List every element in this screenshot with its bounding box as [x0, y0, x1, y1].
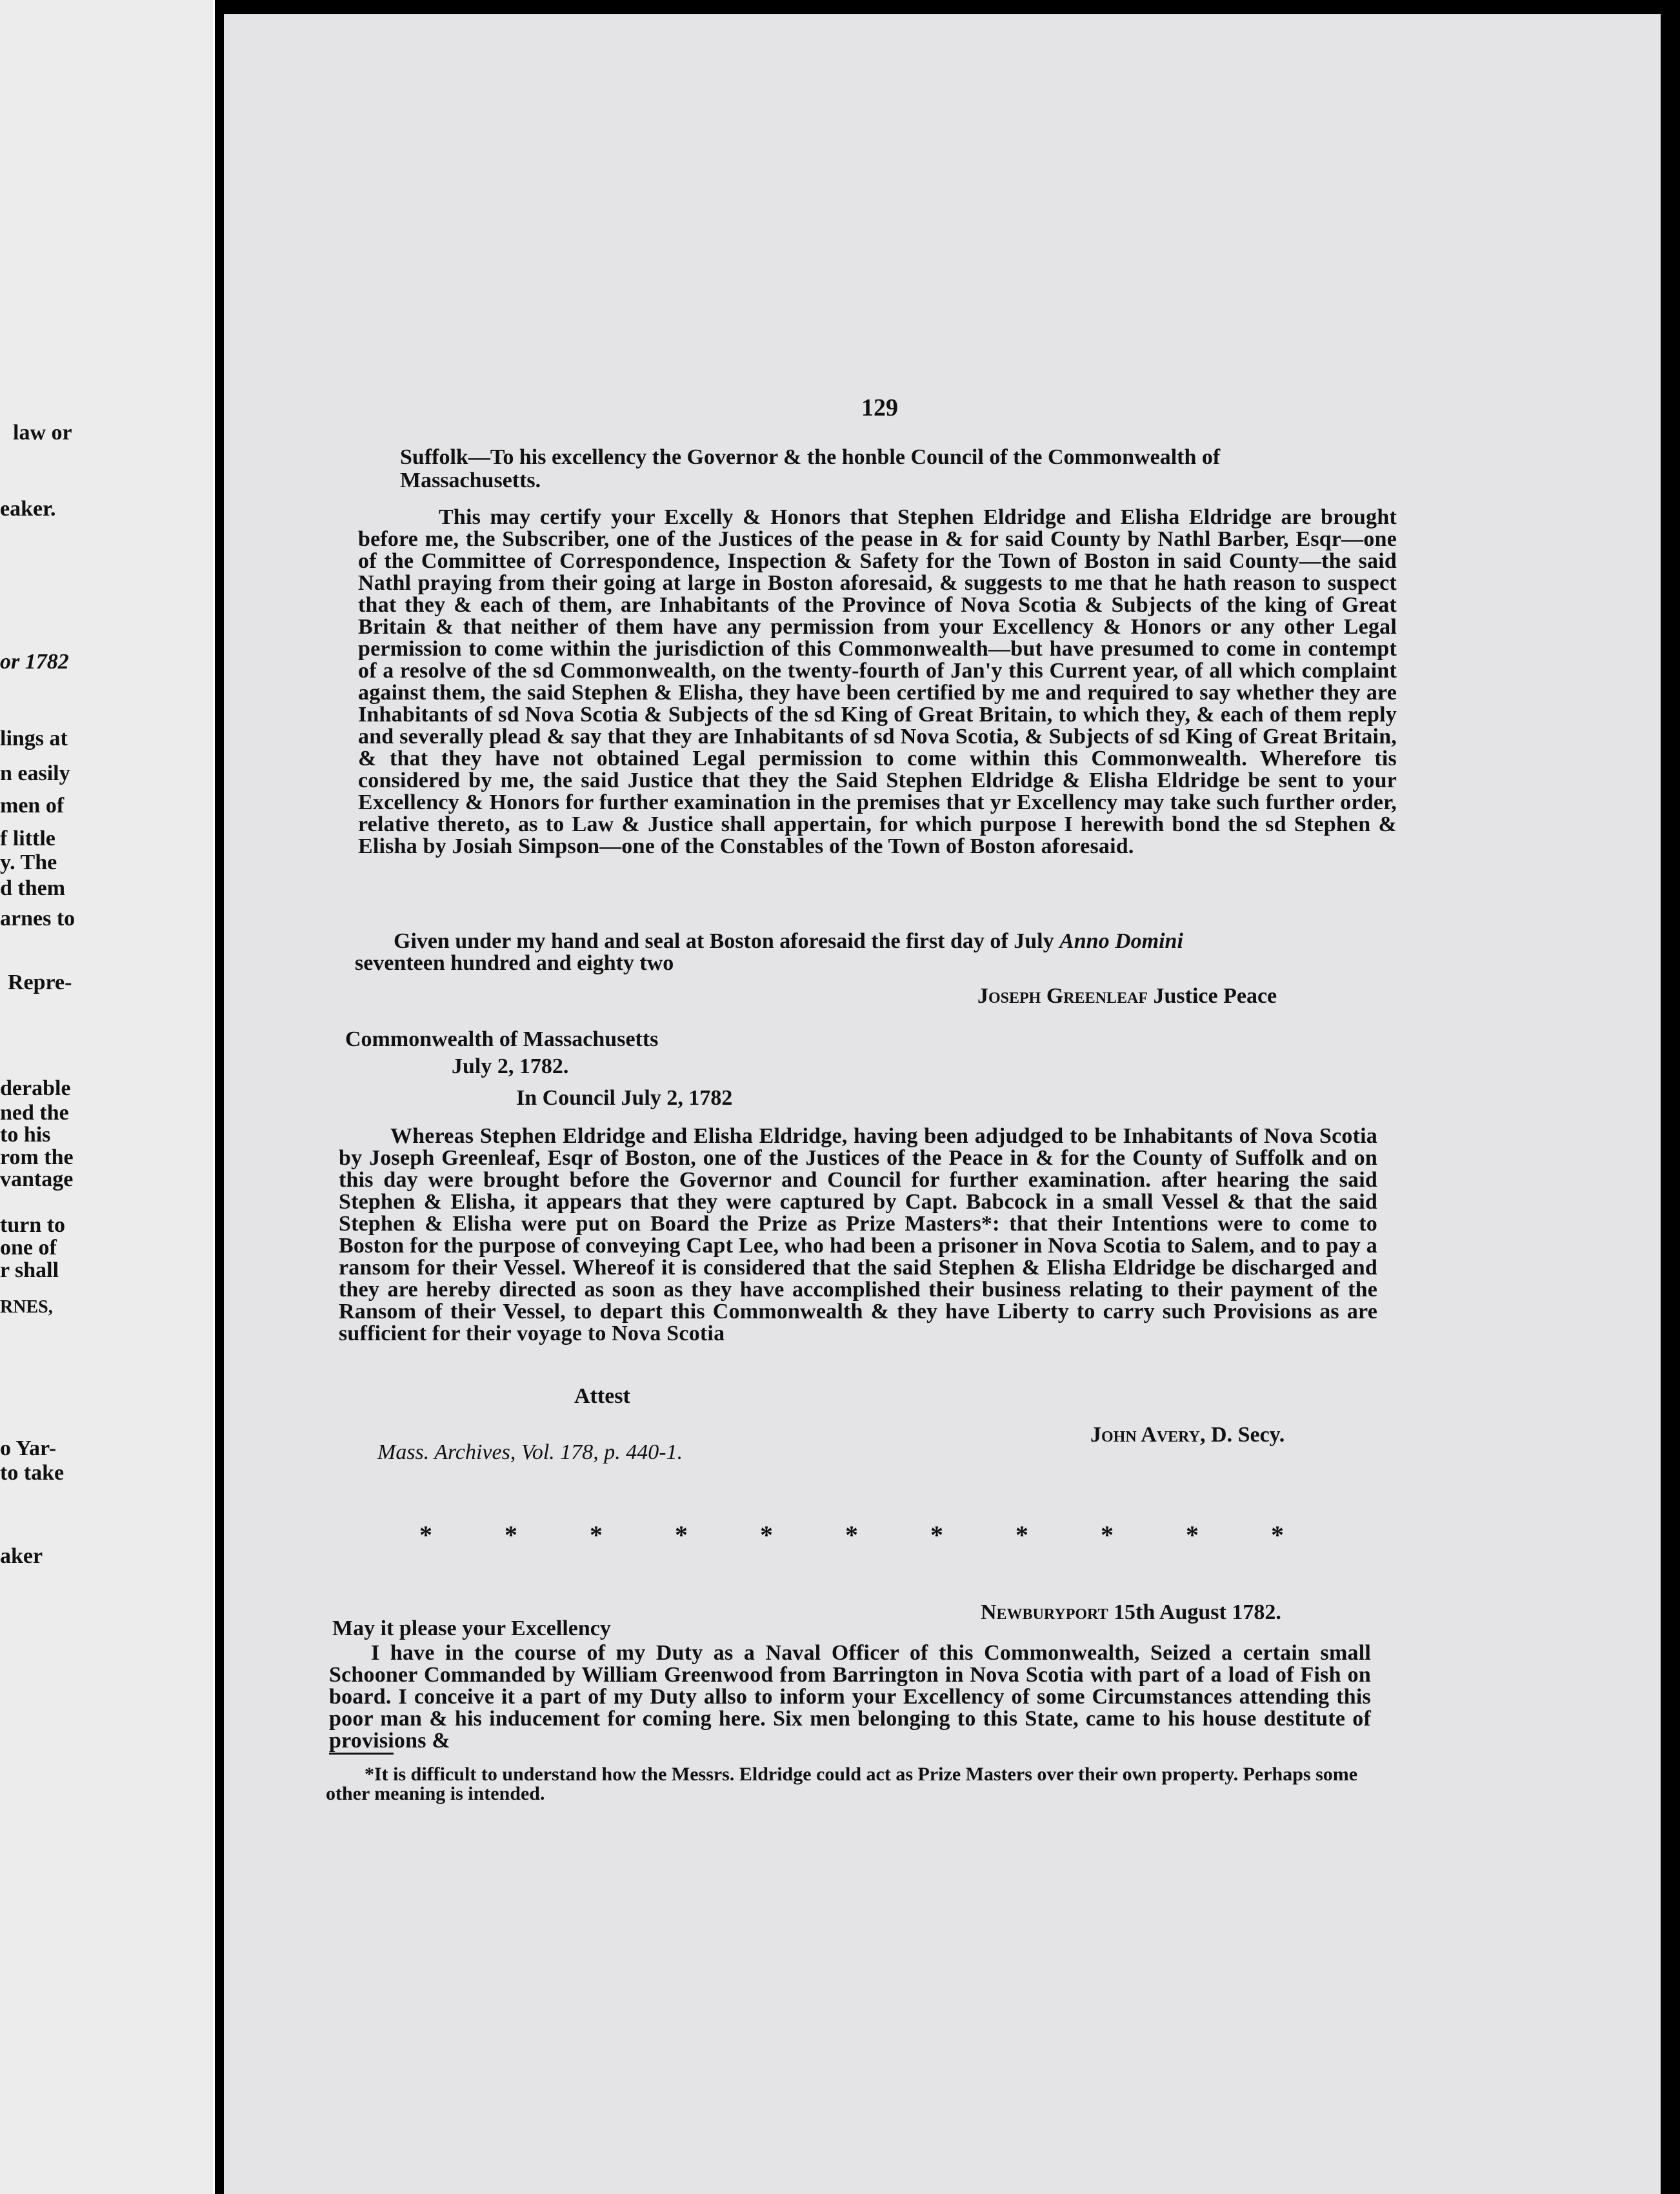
separator-asterisk: * [419, 1520, 432, 1549]
anno-domini: Anno Domini [1059, 929, 1183, 953]
facing-page-line: n easily [0, 761, 70, 785]
facing-page-line: eaker. [0, 497, 56, 521]
signer-title: D. Secy. [1211, 1423, 1285, 1447]
doc3-dateline [981, 1600, 1281, 1625]
facing-page-line: y. The [0, 850, 57, 874]
doc1-given-line [394, 929, 1183, 954]
scan-edge-right [1661, 0, 1680, 2194]
facing-page-line: men of [0, 794, 65, 818]
page-number: 129 [861, 394, 898, 421]
signer-name: John Avery [1090, 1423, 1201, 1447]
doc1-heading-line-2: Massachusetts. [400, 468, 541, 492]
signer-title: Justice Peace [1153, 984, 1277, 1008]
facing-page-line: arnes to [0, 907, 75, 931]
facing-page-line: r shall [0, 1258, 59, 1282]
date: 15th August 1782. [1114, 1600, 1281, 1624]
facing-page-line: law or [13, 421, 72, 445]
doc2-signature: John Avery, D. Secy. [1090, 1423, 1285, 1447]
doc2-source-citation: Mass. Archives, Vol. 178, p. 440-1. [377, 1440, 683, 1464]
separator-asterisk: * [590, 1520, 603, 1549]
doc2-body: Whereas Stephen Eldridge and Elisha Eldridge, having been adjudged to be Inhabitants of Nova Scotia by Joseph Greenleaf, Esqr of Boston, one of the Justices of the Peace in & for the County of Suffolk and on this day were brought before the Governor and Council for further examination. after hearing the said Stephen & Elisha, it appears that they were captured by Capt. Babcock in a small Vessel & that the said Stephen & Elisha were put on Board the Prize as Prize Masters*: that their Intentions were to come to Boston for the purpose of conveying Capt Lee, who had been a prisoner in Nova Scotia to Salem, and to pay a ransom for their Vessel. Whereof it is considered that the said Stephen & Elisha Eldridge be discharged and they are hereby directed as soon as they have accomplished their business relating to their payment of the Ransom of their Vessel, to depart this Commonwealth & they have Liberty to carry such Provisions as are sufficient for their voyage to Nova Scotia [339, 1124, 1377, 1345]
separator-asterisk: * [675, 1520, 688, 1549]
separator-asterisk: * [845, 1520, 858, 1549]
doc3-salutation: May it please your Excellency [332, 1616, 611, 1640]
doc1-signature [977, 984, 1277, 1009]
facing-page-line: Repre- [8, 971, 72, 994]
place: Newburyport [981, 1600, 1108, 1624]
facing-page-line: rom the [0, 1145, 74, 1169]
separator-asterisk: * [1186, 1520, 1199, 1549]
doc1-heading-line-1: Suffolk—To his excellency the Governor & the honble Council of the Commonwealth of [400, 445, 1221, 469]
facing-page-line: turn to [0, 1213, 66, 1237]
facing-page-line: ned the [0, 1101, 69, 1125]
facing-page-line: or 1782 [0, 650, 69, 674]
facing-page-line: RNES, [0, 1297, 53, 1317]
facing-page-line: vantage [0, 1167, 74, 1191]
given-text: Given under my hand and seal at Boston aforesaid the first day of July [394, 929, 1054, 953]
facing-page-line: to take [0, 1461, 65, 1485]
doc1-body: This may certify your Excelly & Honors that Stephen Eldridge and Elisha Eldridge are brought before me, the Subscriber, one of the Justices of the pease in & for said County by Nathl Barber, Esqr—one of the Committee of Correspondence, Inspection & Safety for the Town of Boston in said County—the said Nathl praying from their going at large in Boston aforesaid, & suggests to me that he hath reason to suspect that they & each of them, are Inhabitants of the Province of Nova Scotia & Subjects of the king of Great Britain & that neither of them have any permission from your Excellency & Honors or any other Legal permission to come within the jurisdiction of this Commonwealth—but have presumed to come in contempt of a resolve of the sd Commonwealth, on the twenty-fourth of Jan'y this Current year, of all which complaint against them, the said Stephen & Elisha, they have been certified by me and required to say whether they are Inhabitants of sd Nova Scotia & Subjects of the sd King of Great Britain, to which they, & each of them reply and severally plead & say that they are Inhabitants of sd Nova Scotia, & Subjects of sd King of Great Britain, & that they have not obtained Legal permission to come within this Commonwealth. Wherefore tis considered by me, the said Justice that they the Said Stephen Eldridge & Elisha Eldridge be sent to your Excellency & Honors for further examination in the premises that yr Excellency may take such further order, relative thereto, as to Law & Justice shall appertain, for which purpose I herewith bond the sd Stephen & Elisha by Josiah Simpson—one of the Constables of the Town of Boston aforesaid. [358, 505, 1397, 858]
separator-asterisk: * [760, 1520, 773, 1549]
separator-asterisk: * [1101, 1520, 1114, 1549]
separator-asterisk: * [1015, 1520, 1028, 1549]
doc2-attest: Attest [574, 1384, 630, 1408]
signer-name: Joseph Greenleaf [977, 984, 1148, 1008]
separator-asterisk: * [505, 1520, 517, 1549]
doc1-given-line-2: seventeen hundred and eighty two [355, 951, 674, 975]
section-separator [419, 1520, 1284, 1550]
footnote-rule [329, 1753, 394, 1755]
doc2-header-line-3: In Council July 2, 1782 [516, 1086, 733, 1110]
facing-page [0, 0, 213, 2194]
facing-page-line: one of [0, 1236, 57, 1260]
main-page [224, 0, 1680, 2194]
facing-page-line: lings at [0, 727, 68, 750]
facing-page-line: o Yar- [0, 1436, 57, 1460]
doc2-header-line-2: July 2, 1782. [452, 1054, 569, 1078]
facing-page-line: to his [0, 1123, 51, 1147]
facing-page-line: f little [0, 827, 55, 850]
facing-page-line: d them [0, 876, 66, 900]
separator-asterisk: * [1271, 1520, 1284, 1549]
facing-page-line: aker [0, 1544, 43, 1568]
doc2-header-line-1: Commonwealth of Massachusetts [345, 1027, 659, 1051]
facing-page-line: derable [0, 1076, 71, 1100]
separator-asterisk: * [930, 1520, 943, 1549]
doc3-body: I have in the course of my Duty as a Naval Officer of this Commonwealth, Seized a certain small Schooner Commanded by William Greenwood from Barrington in Nova Scotia with part of a load of Fish on board. I conceive it a part of my Duty allso to inform your Excellency of some Circumstances attending this poor man & his inducement for coming here. Six men belonging to this State, came to his house destitute of provisions & [329, 1641, 1371, 1753]
scan-edge-top [224, 0, 1680, 14]
footnote: *It is difficult to understand how the Messrs. Eldridge could act as Prize Masters over their own property. Perhaps some other meaning is intended. [326, 1764, 1358, 1804]
binding-gutter [215, 0, 224, 2194]
